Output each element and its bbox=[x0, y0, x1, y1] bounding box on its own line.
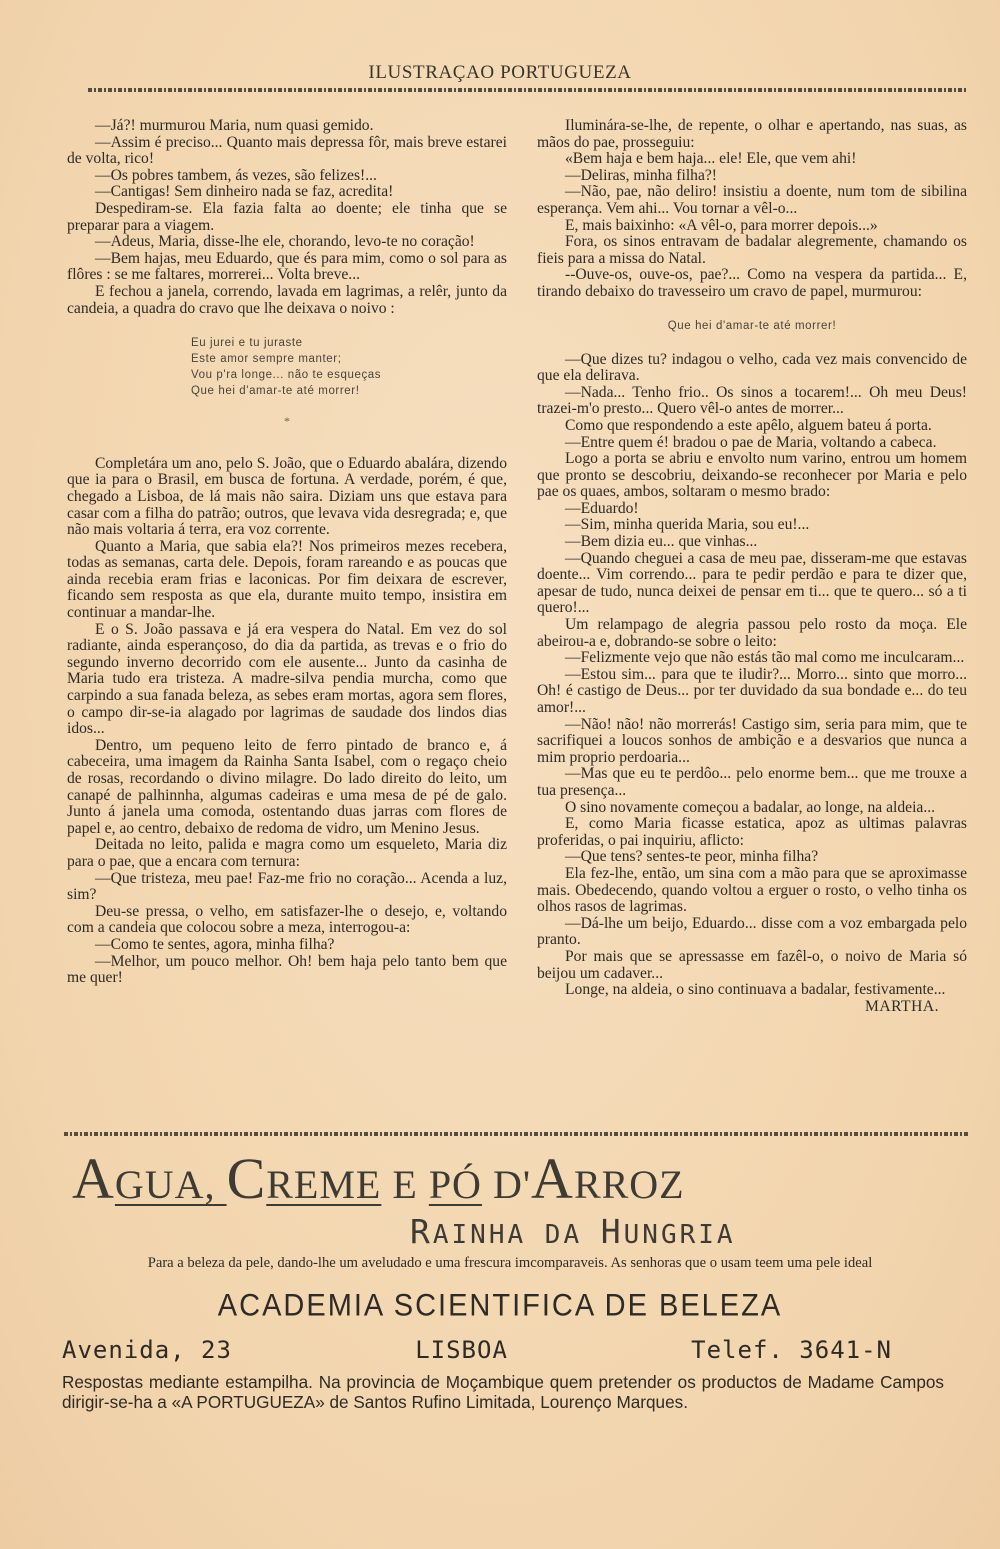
story-paragraph: —Felizmente vejo que não estás tão mal como me inculcaram... bbox=[565, 649, 965, 667]
story-paragraph: Deu-se pressa, o velho, em satisfazer-lhe o desejo, e, voltando com a candeia que colocou sobre a meza, interrogou-a: bbox=[67, 902, 507, 937]
ad-subtitle-text: AINHA DA bbox=[432, 1220, 601, 1250]
ad-title-text: REME bbox=[266, 1162, 382, 1207]
story-paragraph: Deitada no leito, palida e magra como um esqueleto, Maria diz para o pae, que a encara com ternura: bbox=[67, 836, 507, 870]
ad-title bbox=[72, 1145, 812, 1212]
story-paragraph: E o S. João passava e já era vespera do Natal. Em vez do sol radiante, ainda esperançoso, do dia da partida, as trevas e o frio do segundo inverno decorrido com ele ausente... Junto da casinha de Maria tudo era tristeza. A madre-silva pendia murcha, como que carpindo a sua fanada beleza, as sebes eram mortas, agora sem flores, o campo dir-se-ia alagado por lagrimas de saudade dos lindos dias idos... bbox=[67, 620, 507, 738]
story-paragraph: —Nada... Tenho frio.. Os sinos a tocarem!... Oh meu Deus! trazei-m'o presto... Quero vêl-o antes de morrer... bbox=[537, 383, 967, 418]
ad-title-text: GUA, bbox=[114, 1162, 227, 1207]
story-paragraph: —Cantigas! Sem dinheiro nada se faz, acredita! bbox=[95, 183, 394, 201]
story-paragraph: Despediram-se. Ela fazia falta ao doente; ele tinha que se preparar para a viagem. bbox=[67, 199, 507, 234]
ad-subtitle-initial: R bbox=[410, 1212, 433, 1251]
left-paragraphs-after-verse bbox=[67, 456, 507, 987]
story-left-column bbox=[67, 118, 507, 987]
ad-title-text: RROZ bbox=[573, 1162, 685, 1207]
verse-block bbox=[191, 335, 507, 399]
ad-description: Para a beleza da pele, dando-lhe um aveludado e uma frescura imcomparaveis. As senhoras que o usam teem uma pele ideal bbox=[147, 1255, 873, 1271]
verse-line: Vou p'ra longe... não te esqueças bbox=[191, 369, 382, 382]
story-paragraph: Completára um ano, pelo S. João, que o Eduardo abalára, dizendo que ia para o Brasil, em busca de fortuna. A verdade, porém, é que, chegado a Lisboa, de lá mais não saira. Diziam uns que estava para casar com a filha do patrão; outros, que levava vida desregrada; e, que não mais voltaria á terra, era voz corrente. bbox=[67, 454, 507, 539]
story-paragraph: —Como te sentes, agora, minha filha? bbox=[95, 935, 335, 953]
story-paragraph: —Bem dizia eu... que vinhas... bbox=[565, 533, 758, 551]
ad-title-text: D' bbox=[481, 1162, 532, 1207]
story-paragraph: —Sim, minha querida Maria, sou eu!... bbox=[565, 516, 810, 534]
story-paragraph: —Deliras, minha filha?! bbox=[565, 166, 717, 184]
story-paragraph: Por mais que se apressasse em fazêl-o, o noivo de Maria só beijou um cadaver... bbox=[537, 947, 967, 982]
author-signature: MARTHA. bbox=[864, 997, 939, 1015]
story-paragraph: E fechou a janela, correndo, lavada em lagrimas, a relêr, junto da candeia, a quadra do cravo que lhe deixava o noivo : bbox=[67, 282, 507, 317]
story-paragraph: —Adeus, Maria, disse-lhe ele, chorando, levo-te no coração! bbox=[95, 233, 475, 251]
story-paragraph: —Quando cheguei a casa de meu pae, disseram-me que estavas doente... Vim correndo... para te pedir perdão e para te dizer que, apesar de tudo, nunca deixei de pensar em ti... que te quero... só a ti quero!... bbox=[537, 549, 967, 617]
story-paragraph: —Já?! murmurou Maria, num quasi gemido. bbox=[95, 117, 374, 134]
story-paragraph: Iluminára-se-lhe, de repente, o olhar e apertando, nas suas, as mãos do pae, prosseguiu: bbox=[537, 117, 967, 151]
story-paragraph: —Mas que eu te perdôo... pelo enorme bem... que me trouxe a tua presença... bbox=[537, 765, 967, 799]
story-paragraph: —Não, pae, não deliro! insistiu a doente, num tom de sibilina esperança. Vem ahi... Vou tornar a vêl-o... bbox=[537, 183, 967, 217]
story-paragraph: —Estou sim... para que te iludir?... Morro... sinto que morro... Oh! é castigo de Deus... por ter duvidado da sua bondade e... do teu amor!... bbox=[537, 665, 967, 716]
ad-address: Avenida, 23 bbox=[62, 1336, 232, 1364]
ad-title-text: PÓ bbox=[428, 1162, 482, 1207]
ad-title-initial: A bbox=[531, 1146, 574, 1211]
story-paragraph: Um relampago de alegria passou pelo rosto da moça. Ele abeirou-a e, dobrando-se sobre o leito: bbox=[537, 616, 967, 650]
story-paragraph: —Assim é preciso... Quanto mais depressa fôr, mais breve estarei de volta, rico! bbox=[67, 133, 507, 168]
ad-subtitle bbox=[410, 1212, 736, 1251]
story-paragraph: —Melhor, um pouco melhor. Oh! bem haja pelo tanto bem que me quer! bbox=[67, 952, 507, 987]
story-paragraph: --Ouve-os, ouve-os, pae?... Como na vespera da partida... E, tirando debaixo do travesseiro um cravo de papel, murmurou: bbox=[537, 266, 967, 300]
ad-title-initial: A bbox=[72, 1146, 115, 1211]
right-paragraphs-before-verse bbox=[537, 118, 967, 301]
story-right-column bbox=[537, 118, 967, 1015]
verse-line: Eu jurei e tu juraste bbox=[191, 337, 303, 350]
story-paragraph: —Que dizes tu? indagou o velho, cada vez mais convencido de que ela delirava. bbox=[537, 350, 967, 385]
left-paragraphs-before-verse bbox=[67, 118, 507, 317]
ad-dotted-rule bbox=[64, 1132, 968, 1136]
story-paragraph: —Não! não! não morrerás! Castigo sim, seria para mim, que te sacrifiquei a loucos sonhos de ambição e a desvarios que nunca a mim proprio perdoaria... bbox=[537, 715, 967, 766]
story-paragraph: E, como Maria ficasse estatica, apoz as ultimas palavras proferidas, o pai inquiriu, aflicto: bbox=[537, 815, 967, 849]
story-paragraph: Fora, os sinos entravam de badalar alegremente, chamando os fieis para a missa do Natal. bbox=[537, 233, 967, 267]
story-paragraph: O sino novamente começou a badalar, ao longe, na aldeia... bbox=[565, 798, 936, 816]
verse-line: Que hei d'amar-te até morrer! bbox=[191, 385, 360, 398]
ad-footer: Respostas mediante estampilha. Na provincia de Moçambique quem pretender os productos de Madame Campos dirigir-se-ha a «A PORTUGUEZA» de Santos Rufino Limitada, Lourenço Marques. bbox=[62, 1372, 944, 1412]
story-paragraph: Dentro, um pequeno leito de ferro pintado de branco e, á cabeceira, uma imagem da Rainha Santa Isabel, com o regaço cheio de rosas, recordando o divino milagre. Do lado direito do leito, um canapé de palhinnha, algumas cadeiras e uma mesa de pé de galo. Junto á janela uma comoda, ostentando duas jarras com flores de papel e, ao centro, debaixo de redoma de vidro, um Menino Jesus. bbox=[67, 736, 507, 837]
header-dotted-rule bbox=[88, 88, 968, 92]
story-paragraph: —Bem hajas, meu Eduardo, que és para mim, como o sol para as flôres : se me faltares, morrerei... Volta breve... bbox=[67, 249, 507, 284]
story-paragraph: —Entre quem é! bradou o pae de Maria, voltando a cabeca. bbox=[565, 433, 937, 451]
verse-line: Que hei d'amar-te até morrer! bbox=[667, 319, 837, 332]
ad-contact-line bbox=[62, 1336, 892, 1364]
story-paragraph: —Que tristeza, meu pae! Faz-me frio no coração... Acenda a luz, sim? bbox=[67, 869, 507, 904]
story-paragraph: —Dá-lhe um beijo, Eduardo... disse com a voz embargada pelo pranto. bbox=[537, 914, 967, 949]
right-paragraphs-after-verse bbox=[537, 352, 967, 999]
ad-phone: Telef. 3641-N bbox=[691, 1336, 892, 1364]
ad-title-initial: C bbox=[226, 1146, 267, 1211]
story-paragraph: —Eduardo! bbox=[565, 499, 639, 517]
section-separator: * bbox=[284, 414, 290, 429]
ad-academy-name: ACADEMIA SCIENTIFICA DE BELEZA bbox=[217, 1288, 783, 1324]
story-paragraph: Quanto a Maria, que sabia ela?! Nos primeiros mezes recebera, todas as semanas, carta dele. Depois, foram rareando e as poucas que ainda recebia eram frias e laconicas. Por fim deixara de escrever, ficando sem resposta as que ela, durante muito tempo, insistira em continuar a mandar-lhe. bbox=[67, 537, 507, 622]
story-paragraph: Logo a porta se abriu e envolto num varino, entrou um homem que pronto se descobriu, deixando-se reconhecer por Maria e pelo pae os quaes, ambos, soltaram o mesmo brado: bbox=[537, 450, 967, 501]
ad-title-text: E bbox=[381, 1162, 429, 1207]
ad-subtitle-text: UNGRIA bbox=[623, 1220, 736, 1250]
verse-line: Este amor sempre manter; bbox=[191, 353, 342, 366]
story-paragraph: —Os pobres tambem, ás vezes, são felizes!... bbox=[95, 166, 377, 184]
story-paragraph: Longe, na aldeia, o sino continuava a badalar, festivamente... bbox=[565, 981, 946, 999]
story-paragraph: Como que respondendo a este apêlo, alguem bateu á porta. bbox=[565, 416, 932, 434]
ad-city: LISBOA bbox=[415, 1336, 508, 1364]
running-head: ILUSTRAÇAO PORTUGUEZA bbox=[368, 62, 632, 83]
ad-subtitle-initial: H bbox=[600, 1212, 624, 1251]
story-paragraph: —Que tens? sentes-te peor, minha filha? bbox=[565, 848, 819, 866]
story-paragraph: «Bem haja e bem haja... ele! Ele, que vem ahi! bbox=[565, 150, 857, 168]
story-paragraph: E, mais baixinho: «A vêl-o, para morrer depois...» bbox=[565, 216, 878, 234]
story-paragraph: Ela fez-lhe, então, um sina com a mão para que se aproximasse mais. Obedecendo, quando voltou a erguer o rosto, o velho tinha os olhos rasos de lagrimas. bbox=[537, 864, 967, 916]
